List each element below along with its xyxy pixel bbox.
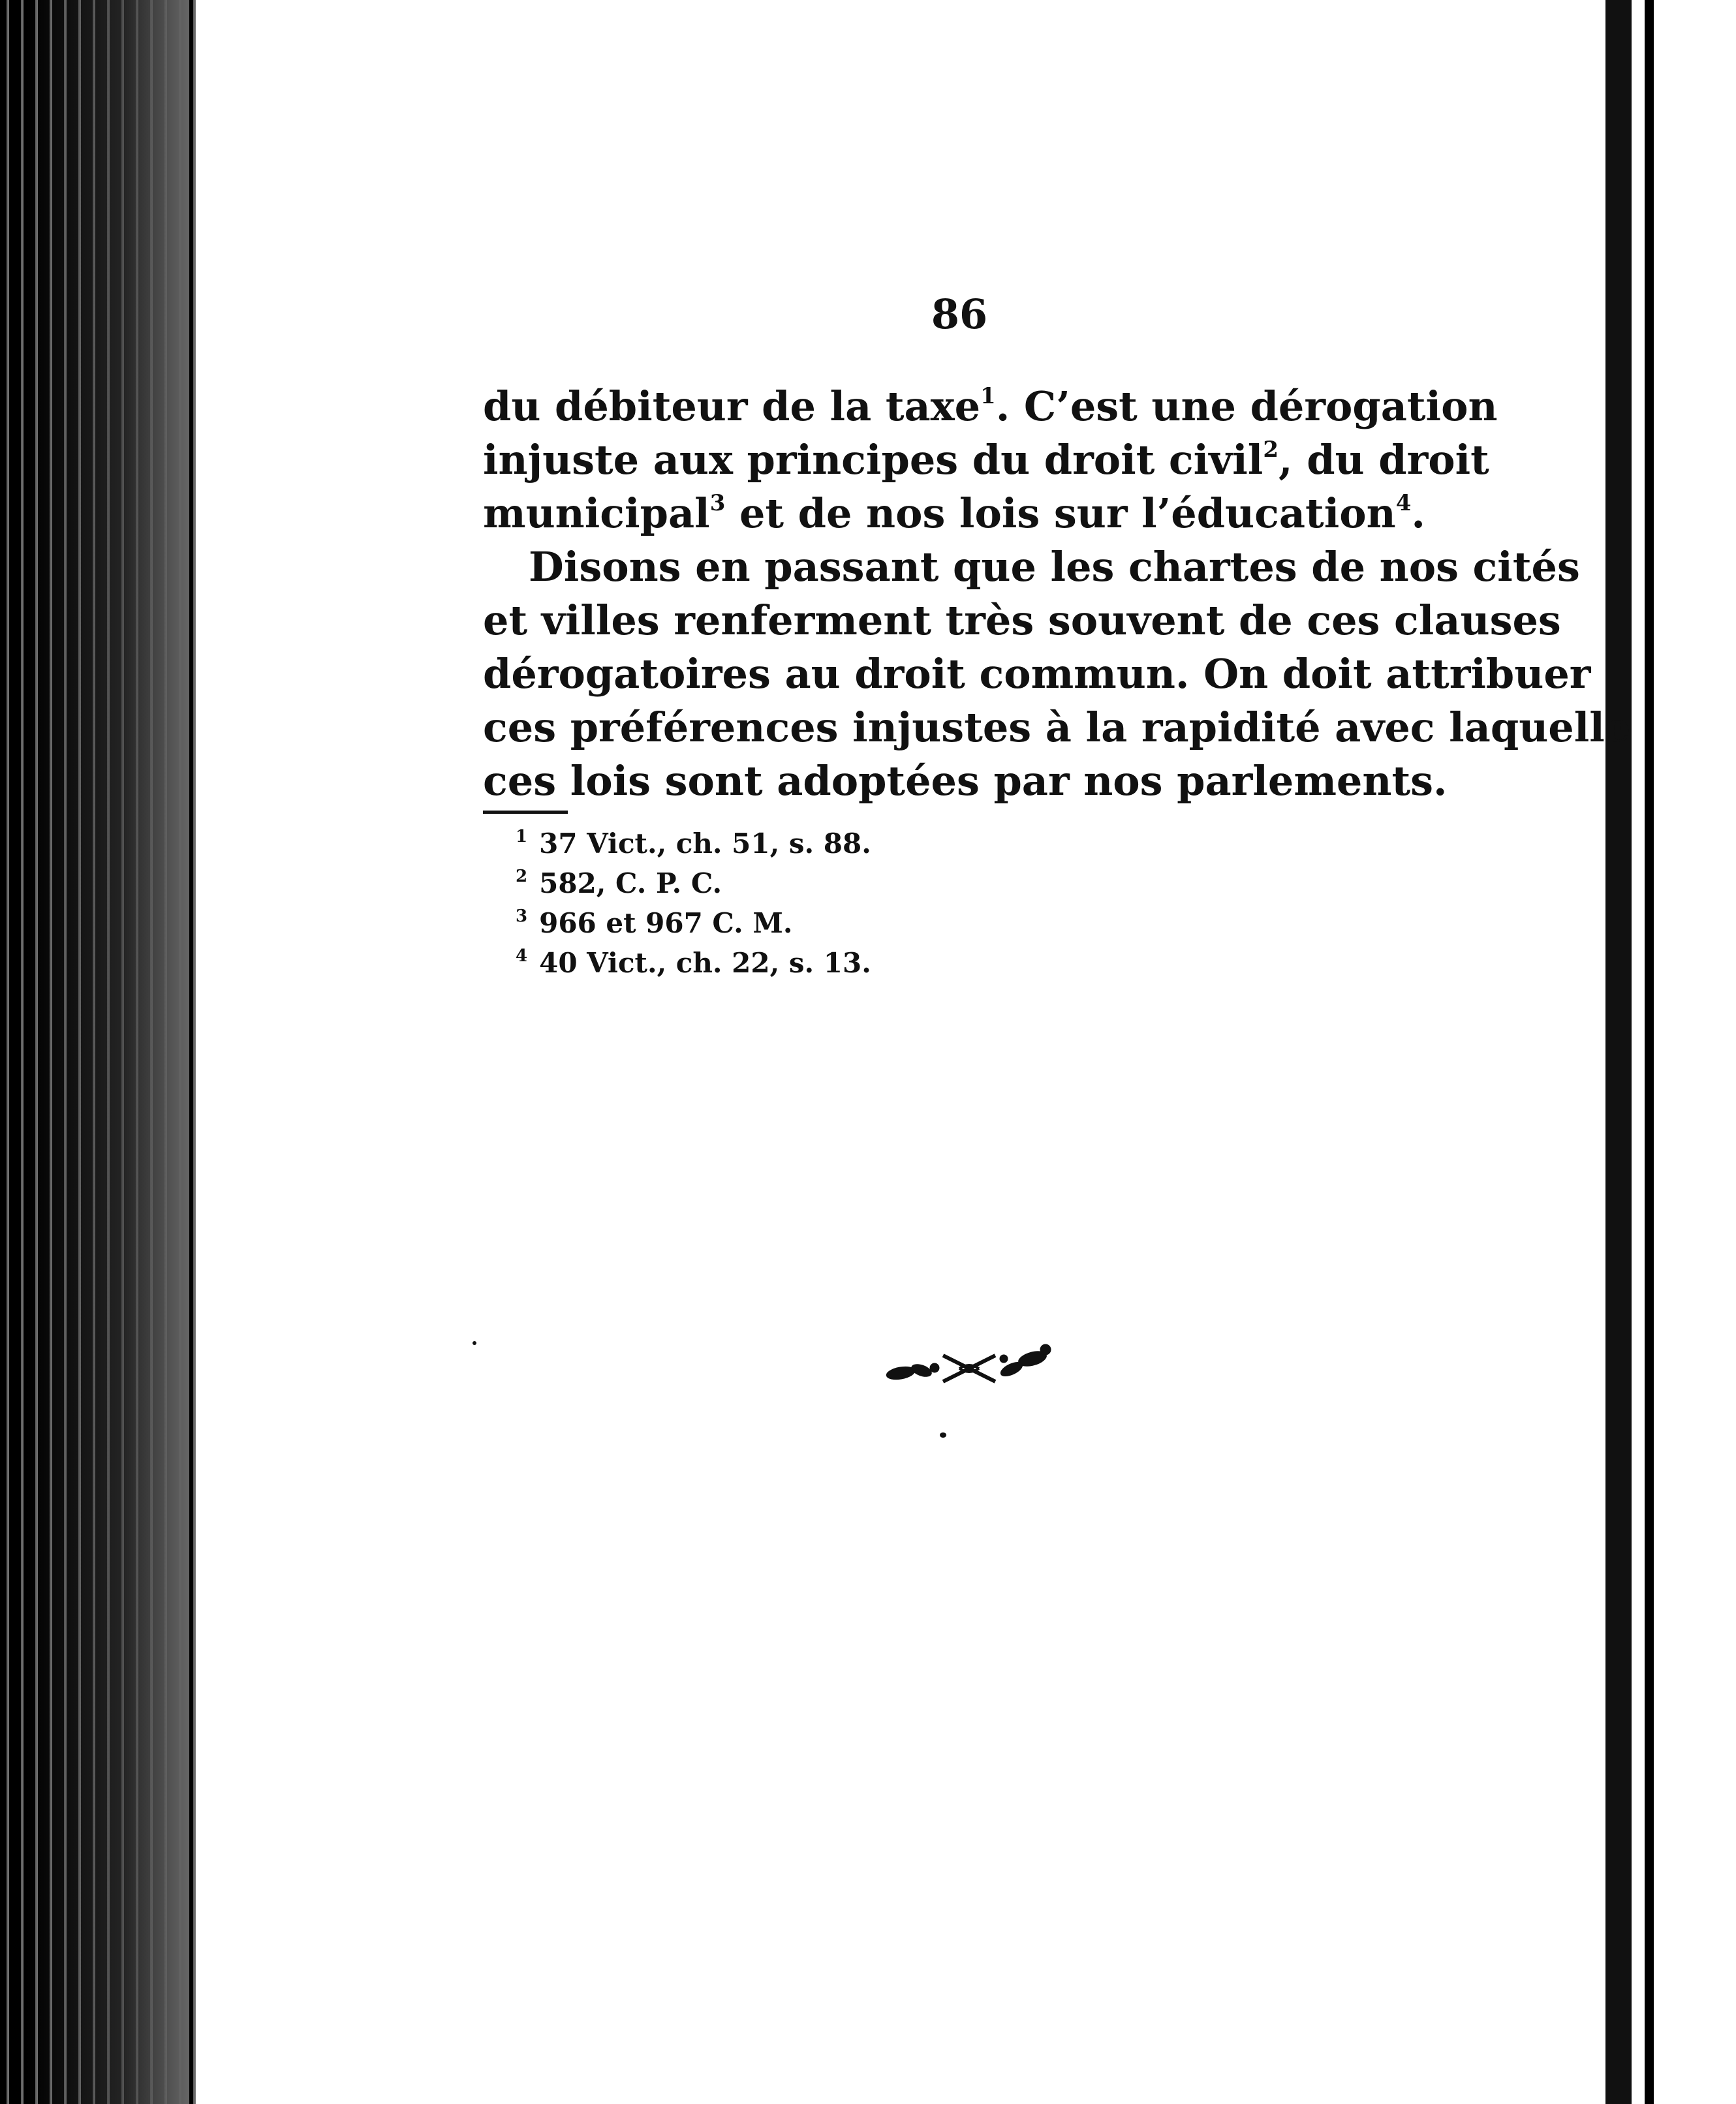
ink-speck — [940, 1432, 946, 1438]
text-line — [483, 701, 1631, 754]
footnote-ref: 1 — [980, 383, 996, 409]
footnote-number: 4 — [516, 946, 528, 966]
ink-speck — [473, 1341, 476, 1345]
text-line — [483, 647, 1591, 701]
footnote-rule — [483, 811, 568, 814]
footnotes — [516, 824, 871, 983]
text-segment: injuste aux principes du droit civil$^2$, du droit — [483, 436, 1489, 484]
footnote — [516, 863, 871, 903]
footnote-ref: 4 — [1395, 490, 1412, 516]
text-segment: et villes renferment très souvent de ces clauses — [483, 596, 1561, 644]
text-segment: du débiteur de la taxe$^1$. C’est une dérogation — [483, 382, 1498, 430]
page-number: 86 — [931, 290, 988, 338]
footnote — [516, 903, 871, 943]
adjacent-page-edge — [1645, 0, 1654, 2104]
page-edge-shadow — [26, 0, 189, 2104]
text-line — [483, 754, 1448, 808]
footnote — [516, 943, 871, 983]
footnote-text: 40 Vict., ch. 22, s. 13. — [539, 947, 871, 979]
footnote-text: 37 Vict., ch. 51, s. 88. — [539, 828, 871, 859]
text-segment: dérogatoires au droit commun. On doit attribuer — [483, 650, 1591, 698]
text-line — [483, 540, 1580, 594]
footnote-ref: 2 — [1263, 437, 1279, 463]
footnote-text: 966 et 967 C. M. — [539, 907, 793, 939]
footnote-ref: 3 — [709, 490, 726, 516]
text-line — [483, 433, 1489, 487]
text-segment: Disons en passant que les chartes de nos cités — [529, 543, 1580, 591]
book-page — [196, 0, 1605, 2104]
text-line — [483, 487, 1442, 540]
text-line — [483, 380, 1498, 433]
text-segment: municipal$^3$ et de nos lois sur l’éducation$^4$. — [483, 489, 1425, 537]
footnote-number: 3 — [516, 906, 528, 926]
floral-tailpiece-icon — [881, 1339, 1057, 1398]
text-segment: ces préférences injustes à la rapidité avec laquelle — [483, 704, 1631, 751]
text-segment: ces lois sont adoptées par nos parlements. — [483, 757, 1448, 805]
footnote-text: 582, C. P. C. — [539, 867, 722, 899]
text-line — [483, 594, 1561, 647]
body-text — [483, 380, 1631, 808]
footnote-number: 1 — [516, 827, 528, 846]
footnote-number: 2 — [516, 867, 528, 886]
right-page-gutter — [1605, 0, 1632, 2104]
footnote — [516, 824, 871, 863]
